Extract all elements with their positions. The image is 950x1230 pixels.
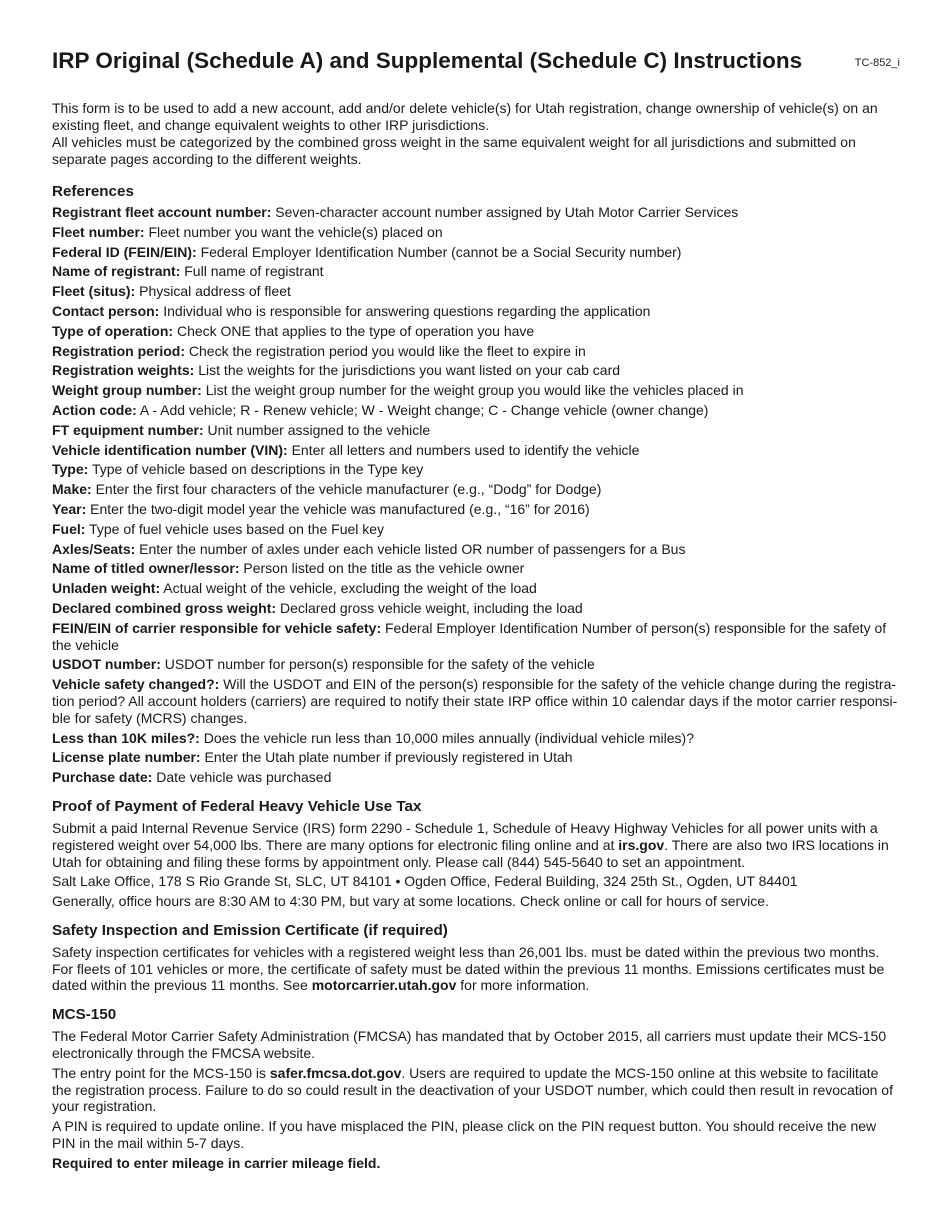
reference-item (52, 402, 900, 419)
hvut-heading: Proof of Payment of Federal Heavy Vehicle Use Tax (52, 797, 422, 815)
reference-term: Vehicle identification number (VIN): (52, 441, 288, 458)
reference-term: License plate number: (52, 749, 201, 766)
reference-term: Declared combined gross weight: (52, 599, 277, 616)
mcs150-entry-paragraph (52, 1065, 900, 1115)
references-heading: References (52, 183, 134, 200)
reference-term: Less than 10K miles?: (52, 729, 200, 746)
mcs150-section (52, 1006, 900, 1171)
reference-description: Will the USDOT and EIN of the person(s) responsible for the safety of the vehicle change during the registra-tion period? All account holders (carriers) are required to notify their state IRP office within 10 calendar days if the motor carrier responsi-ble for safety (MCRS) changes. (52, 676, 898, 726)
reference-description: Enter all letters and numbers used to identify the vehicle (287, 441, 640, 458)
fmcsa-link[interactable]: safer.fmcsa.dot.gov (269, 1064, 402, 1081)
mcs150-pin-paragraph: A PIN is required to update online. If you have misplaced the PIN, please click on the PIN request button. You should receive the new PIN in the mail within 5-7 days. (52, 1118, 877, 1152)
reference-item (52, 224, 900, 241)
reference-item (52, 521, 900, 538)
reference-item (52, 204, 900, 221)
mcs150-paragraph: The Federal Motor Carrier Safety Administration (FMCSA) has mandated that by October 2015, all carriers must update their MCS-150 electronically through the FMCSA website. (52, 1028, 887, 1062)
references-section (52, 183, 900, 786)
reference-description: Seven-character account number assigned by Utah Motor Carrier Services (271, 204, 739, 220)
hvut-offices: Salt Lake Office, 178 S Rio Grande St, SLC, UT 84101 • Ogden Office, Federal Building, 324 25th St., Ogden, UT 84401 (52, 873, 798, 890)
hvut-text: . There are also two IRS locations in Utah for obtaining and filing these forms by appointment only. Please call (844) 545-5640 to set an appointment. (52, 836, 889, 870)
reference-description: Enter the Utah plate number if previously registered in Utah (200, 749, 573, 766)
references-list (52, 204, 900, 786)
reference-term: Axles/Seats: (52, 540, 136, 557)
reference-term: Vehicle safety changed?: (52, 676, 220, 693)
reference-item (52, 676, 900, 726)
irs-link[interactable]: irs.gov (618, 836, 665, 853)
intro-paragraph: This form is to be used to add a new account, add and/or delete vehicle(s) for Utah registration, change ownership of vehicle(s) on an existing fleet, and change equivalent weights to other IRP jurisdictions. (52, 100, 878, 133)
safety-section (52, 922, 900, 994)
reference-term: Name of registrant: (52, 263, 181, 280)
reference-term: Registrant fleet account number: (52, 204, 272, 220)
reference-item (52, 263, 900, 280)
reference-term: Year: (52, 500, 87, 517)
reference-term: Fuel: (52, 520, 86, 537)
reference-term: Fleet (situs): (52, 283, 136, 300)
reference-item (52, 656, 900, 673)
reference-description: Actual weight of the vehicle, excluding the weight of the load (160, 580, 537, 597)
reference-description: USDOT number for person(s) responsible for the safety of the vehicle (160, 656, 595, 673)
reference-description: List the weight group number for the weight group you would like the vehicles placed in (201, 382, 744, 399)
mcs150-text: The entry point for the MCS-150 is (52, 1064, 270, 1081)
reference-term: Registration period: (52, 342, 186, 359)
reference-item (52, 501, 900, 518)
reference-description: Individual who is responsible for answering questions regarding the application (159, 302, 651, 319)
reference-term: Contact person: (52, 302, 160, 319)
reference-description: Enter the first four characters of the vehicle manufacturer (e.g., “Dodg” for Dodge) (91, 481, 602, 498)
reference-description: Federal Employer Identification Number (cannot be a Social Security number) (196, 243, 682, 260)
reference-item (52, 730, 900, 747)
reference-term: Action code: (52, 401, 137, 418)
reference-description: Type of fuel vehicle uses based on the Fuel key (85, 520, 385, 537)
page-title: IRP Original (Schedule A) and Supplemental (Schedule C) Instructions (52, 48, 803, 73)
reference-item (52, 769, 900, 786)
safety-text: Safety inspection certificates for vehicles with a registered weight less than 26,001 lbs. must be dated within the previous two months. For fleets of 101 vehicles or more, the certificate of safety must be dated within the previous 11 months. Emissions certificates must be dated within the previous 11 months. See (52, 943, 885, 994)
reference-item (52, 422, 900, 439)
reference-item (52, 749, 900, 766)
reference-description: Person listed on the title as the vehicle owner (239, 560, 525, 577)
reference-term: Purchase date: (52, 769, 153, 786)
reference-item (52, 244, 900, 261)
reference-item (52, 303, 900, 320)
reference-item (52, 541, 900, 558)
reference-description: Physical address of fleet (135, 283, 291, 300)
reference-description: Check ONE that applies to the type of operation you have (173, 322, 535, 339)
reference-item (52, 323, 900, 340)
reference-item (52, 343, 900, 360)
reference-term: Type of operation: (52, 322, 174, 339)
mcs150-heading: MCS-150 (52, 1006, 117, 1024)
hvut-hours: Generally, office hours are 8:30 AM to 4:30 PM, but vary at some locations. Check online or call for hours of service. (52, 893, 769, 910)
safety-text: for more information. (456, 977, 590, 994)
reference-item (52, 620, 900, 654)
reference-item (52, 600, 900, 617)
reference-item (52, 382, 900, 399)
instructions-page (52, 0, 900, 1175)
reference-description: Date vehicle was purchased (152, 769, 332, 786)
reference-term: Federal ID (FEIN/EIN): (52, 243, 197, 260)
motorcarrier-link[interactable]: motorcarrier.utah.gov (311, 977, 457, 994)
reference-description: A - Add vehicle; R - Renew vehicle; W - Weight change; C - Change vehicle (owner change) (136, 401, 709, 418)
reference-description: Unit number assigned to the vehicle (203, 421, 431, 438)
page-header (52, 0, 900, 100)
reference-description: Federal Employer Identification Number of person(s) responsible for the safety of the vehicle (52, 619, 887, 653)
reference-term: Fleet number: (52, 223, 145, 240)
intro-paragraph: All vehicles must be categorized by the combined gross weight in the same equivalent weight for all jurisdictions and submitted on separate pages according to the different weights. (52, 134, 856, 167)
reference-description: Enter the number of axles under each vehicle listed OR number of passengers for a Bus (135, 540, 686, 557)
intro-section (52, 100, 900, 168)
reference-term: Make: (52, 481, 92, 498)
reference-description: Does the vehicle run less than 10,000 miles annually (individual vehicle miles)? (199, 729, 694, 746)
reference-term: Unladen weight: (52, 580, 161, 597)
safety-heading: Safety Inspection and Emission Certificate (if required) (52, 921, 448, 939)
mileage-note-text: Required to enter mileage in carrier mileage field. (52, 1154, 381, 1171)
reference-term: USDOT number: (52, 656, 161, 673)
mcs150-mileage-note (52, 1155, 900, 1172)
reference-term: Type: (52, 461, 89, 478)
reference-item (52, 283, 900, 300)
reference-item (52, 442, 900, 459)
reference-description: Declared gross vehicle weight, including the load (276, 599, 583, 616)
reference-description: Type of vehicle based on descriptions in the Type key (88, 461, 424, 478)
reference-term: FT equipment number: (52, 421, 204, 438)
reference-item (52, 362, 900, 379)
reference-description: Full name of registrant (180, 263, 324, 280)
reference-description: List the weights for the jurisdictions you want listed on your cab card (194, 362, 621, 379)
reference-description: Fleet number you want the vehicle(s) placed on (144, 223, 443, 240)
reference-term: Registration weights: (52, 362, 195, 379)
reference-term: Name of titled owner/lessor: (52, 560, 240, 577)
reference-item (52, 560, 900, 577)
reference-item (52, 580, 900, 597)
hvut-paragraph (52, 820, 900, 870)
hvut-section (52, 798, 900, 910)
reference-description: Enter the two-digit model year the vehicle was manufactured (e.g., “16” for 2016) (86, 500, 590, 517)
mcs150-text: . Users are required to update the MCS-150 online at this website to facilitate the registration process. Failure to do so could result in the deactivation of your USDOT number, which could then result in revocation of your registration. (52, 1064, 893, 1115)
safety-paragraph (52, 944, 900, 994)
form-id: TC-852_i (854, 57, 900, 69)
reference-term: Weight group number: (52, 382, 202, 399)
reference-item (52, 461, 900, 478)
reference-item (52, 481, 900, 498)
reference-description: Check the registration period you would like the fleet to expire in (185, 342, 586, 359)
reference-term: FEIN/EIN of carrier responsible for vehicle safety: (52, 619, 382, 636)
hvut-text: Submit a paid Internal Revenue Service (IRS) form 2290 - Schedule 1, Schedule of Heavy Highway Vehicles for all power units with a registered weight over 54,000 lbs. There are many options for electronic filing online and at (52, 819, 878, 853)
